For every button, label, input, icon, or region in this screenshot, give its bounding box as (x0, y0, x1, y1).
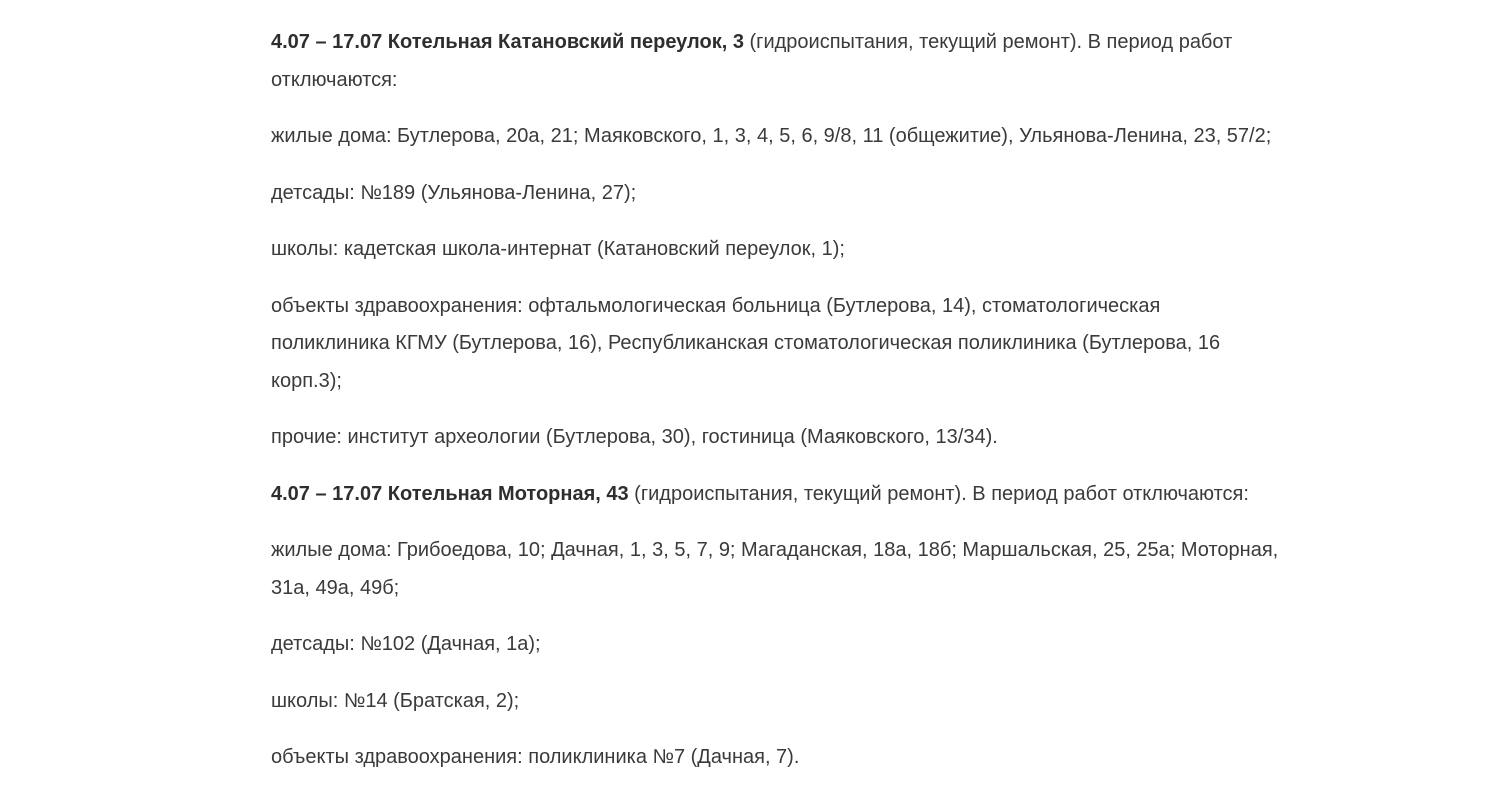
section2-heading (271, 476, 1281, 514)
section1-title-rest: (гидроиспытания, текущий ремонт). В период работ отключаются: (271, 31, 1233, 91)
article-body (271, 24, 1281, 796)
section1-healthcare: объекты здравоохранения: офтальмологическая больница (Бутлерова, 14), стоматологическая поликлиника КГМУ (Бутлерова, 16), Республиканская стоматологическая поликлиника (Бутлерова, 16 корп.3); (271, 294, 1221, 392)
section2-title: 4.07 – 17.07 Котельная Моторная, 43 (271, 482, 629, 505)
section1-residential: жилые дома: Бутлерова, 20а, 21; Маяковского, 1, 3, 4, 5, 6, 9/8, 11 (общежитие), Ульянова-Ленина, 23, 57/2; (271, 125, 1272, 147)
section2-kindergartens: детсады: №102 (Дачная, 1а); (271, 633, 541, 655)
section1-schools: школы: кадетская школа-интернат (Катановский переулок, 1); (271, 238, 845, 260)
section2-title-rest: (гидроиспытания, текущий ремонт). В период работ отключаются: (628, 482, 1249, 505)
section1-title: 4.07 – 17.07 Котельная Катановский переулок, 3 (271, 31, 744, 53)
section2-residential: жилые дома: Грибоедова, 10; Дачная, 1, 3, 5, 7, 9; Магаданская, 18а, 18б; Маршальская, 25, 25а; Моторная, 31а, 49а, 49б; (271, 539, 1279, 599)
section2-schools: школы: №14 (Братская, 2); (271, 689, 520, 712)
section2-healthcare: объекты здравоохранения: поликлиника №7 (Дачная, 7). (271, 746, 800, 768)
section1-kindergartens: детсады: №189 (Ульянова-Ленина, 27); (271, 181, 637, 204)
section1-other: прочие: институт археологии (Бутлерова, 30), гостиница (Маяковского, 13/34). (271, 426, 998, 448)
section1-heading (271, 24, 1281, 99)
